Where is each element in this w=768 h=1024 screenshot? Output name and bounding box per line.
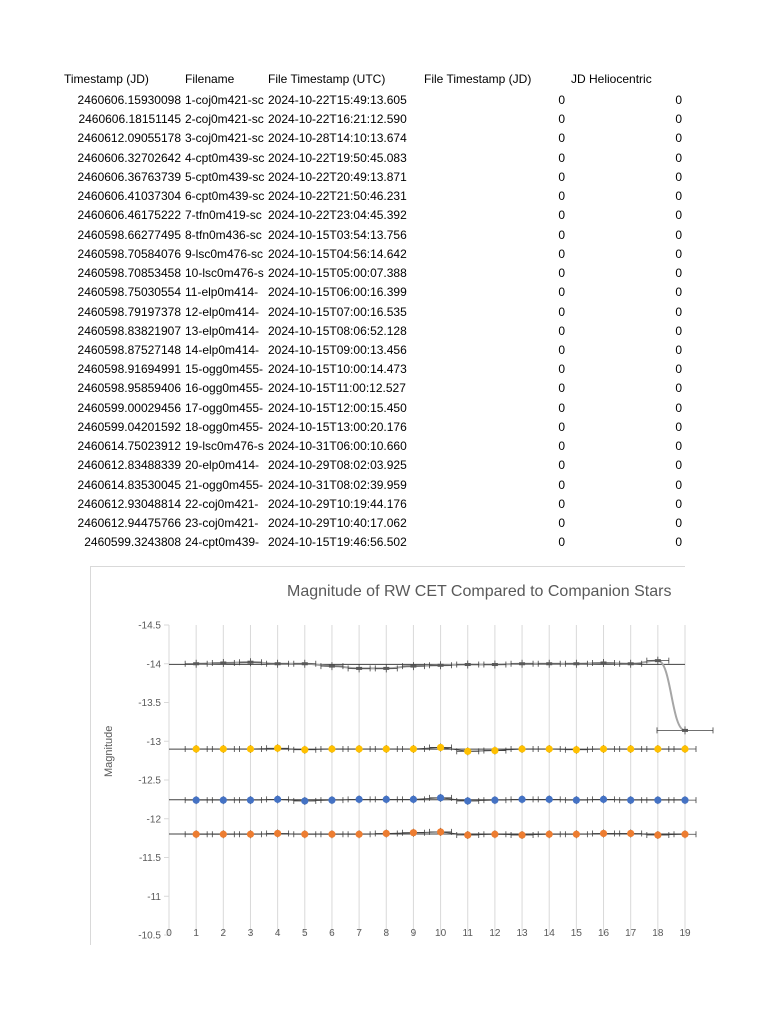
cell-file-timestamp-jd[interactable]: 0 <box>558 150 565 165</box>
cell-timestamp-jd[interactable]: 2460598.66277495 <box>77 227 181 242</box>
cell-jd-heliocentric[interactable]: 0 <box>675 362 682 377</box>
cell-file-timestamp-jd[interactable]: 0 <box>558 112 565 127</box>
data-point <box>329 665 335 668</box>
cell-timestamp-jd[interactable]: 2460606.36763739 <box>77 169 181 184</box>
cell-file-timestamp-utc[interactable]: 2024-10-29T10:19:44.176 <box>268 496 407 511</box>
data-point <box>628 662 634 665</box>
table-row[interactable] <box>0 533 768 552</box>
cell-file-timestamp-jd[interactable]: 0 <box>558 362 565 377</box>
chart-title: Magnitude of RW CET Compared to Companion Stars <box>287 583 672 600</box>
cell-file-timestamp-jd[interactable]: 0 <box>558 227 565 242</box>
x-tick-label: 17 <box>625 928 637 939</box>
cell-timestamp-jd[interactable]: 2460606.15930098 <box>77 93 181 107</box>
cell-jd-heliocentric[interactable]: 0 <box>675 189 682 204</box>
data-point <box>627 830 634 837</box>
data-point <box>546 831 553 838</box>
x-tick-label: 10 <box>435 928 447 939</box>
cell-jd-heliocentric[interactable]: 0 <box>675 93 682 107</box>
data-point <box>601 661 607 664</box>
cell-file-timestamp-utc[interactable]: 2024-10-22T19:50:45.083 <box>268 150 407 165</box>
cell-timestamp-jd[interactable]: 2460612.83488339 <box>77 458 181 473</box>
data-point <box>573 797 580 804</box>
data-point <box>627 745 634 752</box>
cell-file-timestamp-utc[interactable]: 2024-10-15T09:00:13.456 <box>268 342 407 357</box>
cell-timestamp-jd[interactable]: 2460614.75023912 <box>77 439 181 454</box>
cell-jd-heliocentric[interactable]: 0 <box>675 477 682 492</box>
cell-filename[interactable]: 18-ogg0m455- <box>185 419 264 434</box>
cell-timestamp-jd[interactable]: 2460612.09055178 <box>77 131 181 146</box>
table-row[interactable] <box>0 495 768 514</box>
data-point <box>546 796 553 803</box>
table-row[interactable] <box>0 418 768 437</box>
table-row[interactable] <box>0 322 768 341</box>
table-row[interactable] <box>0 399 768 418</box>
x-tick-label: 9 <box>410 928 417 939</box>
cell-timestamp-jd[interactable]: 2460614.83530045 <box>77 477 181 492</box>
cell-file-timestamp-utc[interactable]: 2024-10-15T06:00:16.399 <box>268 285 407 300</box>
cell-file-timestamp-jd[interactable]: 0 <box>558 189 565 204</box>
data-point <box>356 831 363 838</box>
cell-file-timestamp-utc[interactable]: 2024-10-15T10:00:14.473 <box>268 362 407 377</box>
x-tick-label: 3 <box>247 928 254 939</box>
table-row[interactable] <box>0 149 768 168</box>
cell-file-timestamp-utc[interactable]: 2024-10-22T20:49:13.871 <box>268 169 407 184</box>
table-row[interactable] <box>0 476 768 495</box>
table-row[interactable] <box>0 168 768 187</box>
data-point <box>247 661 253 664</box>
data-point <box>383 745 390 752</box>
cell-timestamp-jd[interactable]: 2460599.04201592 <box>77 419 181 434</box>
cell-file-timestamp-jd[interactable]: 0 <box>558 400 565 415</box>
cell-jd-heliocentric[interactable]: 0 <box>675 266 682 281</box>
data-point <box>383 667 389 670</box>
cell-filename[interactable]: 14-elp0m414- <box>185 342 260 357</box>
data-point <box>220 745 227 752</box>
cell-file-timestamp-jd[interactable]: 0 <box>558 496 565 511</box>
cell-file-timestamp-utc[interactable]: 2024-10-15T11:00:12.527 <box>268 381 406 396</box>
cell-filename[interactable]: 4-cpt0m439-sc <box>185 150 265 165</box>
x-tick-label: 13 <box>516 928 528 939</box>
header-file-timestamp-jd[interactable]: File Timestamp (JD) <box>424 72 532 86</box>
y-tick-label: -14 <box>146 659 161 671</box>
table-row[interactable] <box>0 245 768 264</box>
header-jd-heliocentric[interactable]: JD Heliocentric <box>571 72 652 86</box>
y-tick-label: -14.5 <box>138 620 161 632</box>
cell-jd-heliocentric[interactable]: 0 <box>675 323 682 338</box>
data-point <box>546 662 552 665</box>
y-axis-label: Magnitude <box>103 725 115 777</box>
cell-file-timestamp-utc[interactable]: 2024-10-15T04:56:14.642 <box>268 246 407 261</box>
cell-file-timestamp-utc[interactable]: 2024-10-31T08:02:39.959 <box>268 477 407 492</box>
data-point <box>518 831 525 838</box>
cell-filename[interactable]: 20-elp0m414- <box>185 458 260 473</box>
cell-timestamp-jd[interactable]: 2460598.79197378 <box>77 304 181 319</box>
cell-filename[interactable]: 24-cpt0m439- <box>185 535 260 550</box>
data-point <box>654 831 661 838</box>
x-tick-label: 15 <box>570 928 582 939</box>
cell-file-timestamp-jd[interactable]: 0 <box>558 323 565 338</box>
data-point <box>464 748 471 755</box>
table-row[interactable] <box>0 303 768 322</box>
cell-jd-heliocentric[interactable]: 0 <box>675 208 682 223</box>
data-point <box>627 797 634 804</box>
table-row[interactable] <box>0 283 768 302</box>
data-point <box>247 745 254 752</box>
cell-file-timestamp-utc[interactable]: 2024-10-29T08:02:03.925 <box>268 458 407 473</box>
cell-file-timestamp-jd[interactable]: 0 <box>558 246 565 261</box>
data-point <box>573 662 579 665</box>
cell-filename[interactable]: 5-cpt0m439-sc <box>185 169 265 184</box>
y-tick-label: -11.5 <box>138 853 161 864</box>
x-tick-label: 11 <box>462 928 473 939</box>
cell-file-timestamp-utc[interactable]: 2024-10-22T23:04:45.392 <box>268 208 407 223</box>
cell-file-timestamp-jd[interactable]: 0 <box>558 266 565 281</box>
cell-file-timestamp-jd[interactable]: 0 <box>558 477 565 492</box>
cell-file-timestamp-jd[interactable]: 0 <box>558 342 565 357</box>
x-tick-label: 0 <box>166 928 172 939</box>
cell-jd-heliocentric[interactable]: 0 <box>675 150 682 165</box>
data-point <box>410 796 417 803</box>
data-point <box>220 797 227 804</box>
cell-timestamp-jd[interactable]: 2460612.94475766 <box>77 516 181 531</box>
table-row[interactable] <box>0 379 768 398</box>
cell-file-timestamp-utc[interactable]: 2024-10-15T12:00:15.450 <box>268 400 407 415</box>
cell-file-timestamp-utc[interactable]: 2024-10-15T13:00:20.176 <box>268 419 407 434</box>
table-row[interactable] <box>0 514 768 533</box>
data-point <box>328 831 335 838</box>
cell-filename[interactable]: 16-ogg0m455- <box>185 381 264 396</box>
cell-filename[interactable]: 11-elp0m414- <box>185 285 259 300</box>
x-tick-label: 7 <box>356 928 362 939</box>
cell-jd-heliocentric[interactable]: 0 <box>675 131 682 146</box>
cell-timestamp-jd[interactable]: 2460599.3243808 <box>84 535 181 550</box>
cell-jd-heliocentric[interactable]: 0 <box>675 227 682 242</box>
data-point <box>465 663 471 666</box>
x-tick-label: 2 <box>220 928 227 939</box>
data-point <box>464 831 471 838</box>
cell-file-timestamp-utc[interactable]: 2024-10-15T05:00:07.388 <box>268 266 407 281</box>
data-point <box>655 659 661 662</box>
y-tick-label: -12.5 <box>138 775 161 787</box>
cell-jd-heliocentric[interactable]: 0 <box>675 400 682 415</box>
data-point <box>301 746 308 753</box>
data-point <box>681 831 688 838</box>
data-point <box>301 797 308 804</box>
data-point <box>275 662 281 665</box>
cell-file-timestamp-jd[interactable]: 0 <box>558 304 565 319</box>
cell-file-timestamp-utc[interactable]: 2024-10-15T08:06:52.128 <box>268 323 407 338</box>
data-point <box>437 794 444 801</box>
data-point <box>464 797 471 804</box>
data-point <box>274 830 281 837</box>
data-point <box>410 829 417 836</box>
cell-filename[interactable]: 22-coj0m421- <box>185 496 259 511</box>
data-point <box>302 662 308 665</box>
data-point <box>410 665 416 668</box>
x-tick-label: 18 <box>652 928 664 939</box>
y-tick-label: -13 <box>146 736 161 748</box>
data-point <box>518 796 525 803</box>
x-tick-label: 19 <box>679 928 691 939</box>
data-point <box>491 747 498 754</box>
table-row[interactable] <box>0 129 768 148</box>
cell-jd-heliocentric[interactable]: 0 <box>675 169 682 184</box>
x-tick-label: 8 <box>383 928 390 939</box>
cell-timestamp-jd[interactable]: 2460606.41037304 <box>77 189 181 204</box>
header-filename[interactable]: Filename <box>185 72 235 86</box>
data-point <box>383 830 390 837</box>
data-point <box>492 663 498 666</box>
cell-filename[interactable]: 2-coj0m421-sc <box>185 112 264 127</box>
data-point <box>356 745 363 752</box>
data-point <box>247 797 254 804</box>
cell-file-timestamp-utc[interactable]: 2024-10-15T19:46:56.502 <box>268 535 407 550</box>
cell-jd-heliocentric[interactable]: 0 <box>675 246 682 261</box>
cell-timestamp-jd[interactable]: 2460598.70584076 <box>77 246 181 261</box>
table-row[interactable] <box>0 341 768 360</box>
table-row[interactable] <box>0 206 768 225</box>
cell-file-timestamp-jd[interactable]: 0 <box>558 285 565 300</box>
cell-jd-heliocentric[interactable]: 0 <box>675 112 682 127</box>
x-tick-label: 6 <box>329 928 335 939</box>
cell-filename[interactable]: 9-lsc0m476-sc <box>185 246 264 261</box>
data-point <box>681 745 688 752</box>
cell-filename[interactable]: 12-elp0m414- <box>185 304 260 319</box>
cell-filename[interactable]: 8-tfn0m436-sc <box>185 227 262 242</box>
cell-file-timestamp-jd[interactable]: 0 <box>558 535 565 550</box>
y-tick-label: -13.5 <box>138 698 161 709</box>
data-point <box>193 745 200 752</box>
data-point <box>328 797 335 804</box>
data-point <box>438 664 444 667</box>
cell-jd-heliocentric[interactable]: 0 <box>675 516 682 531</box>
cell-file-timestamp-utc[interactable]: 2024-10-28T14:10:13.674 <box>268 131 407 146</box>
x-tick-label: 12 <box>489 928 501 939</box>
cell-file-timestamp-utc[interactable]: 2024-10-15T03:54:13.756 <box>268 227 407 242</box>
cell-jd-heliocentric[interactable]: 0 <box>675 304 682 319</box>
cell-timestamp-jd[interactable]: 2460598.91694991 <box>77 362 181 377</box>
data-point <box>519 662 525 665</box>
cell-timestamp-jd[interactable]: 2460598.95859406 <box>77 381 181 396</box>
data-point <box>654 797 661 804</box>
data-point <box>274 796 281 803</box>
data-point <box>220 831 227 838</box>
data-point <box>383 796 390 803</box>
data-point <box>437 828 444 835</box>
cell-timestamp-jd[interactable]: 2460598.83821907 <box>77 323 181 338</box>
data-point <box>654 745 661 752</box>
cell-file-timestamp-jd[interactable]: 0 <box>558 439 565 454</box>
cell-file-timestamp-jd[interactable]: 0 <box>558 169 565 184</box>
cell-file-timestamp-jd[interactable]: 0 <box>558 208 565 223</box>
cell-file-timestamp-jd[interactable]: 0 <box>558 93 565 107</box>
data-point <box>301 831 308 838</box>
cell-filename[interactable]: 3-coj0m421-sc <box>185 131 264 146</box>
cell-jd-heliocentric[interactable]: 0 <box>675 381 682 396</box>
cell-file-timestamp-jd[interactable]: 0 <box>558 458 565 473</box>
data-point <box>437 744 444 751</box>
table-row[interactable] <box>0 360 768 379</box>
cell-jd-heliocentric[interactable]: 0 <box>675 419 682 434</box>
cell-jd-heliocentric[interactable]: 0 <box>675 496 682 511</box>
cell-jd-heliocentric[interactable]: 0 <box>675 535 682 550</box>
cell-jd-heliocentric[interactable]: 0 <box>675 458 682 473</box>
data-point <box>573 831 580 838</box>
cell-filename[interactable]: 15-ogg0m455- <box>185 362 264 377</box>
data-point <box>546 745 553 752</box>
cell-filename[interactable]: 10-lsc0m476-s <box>185 266 264 281</box>
cell-file-timestamp-jd[interactable]: 0 <box>558 516 565 531</box>
cell-file-timestamp-utc[interactable]: 2024-10-29T10:40:17.062 <box>268 516 407 531</box>
cell-filename[interactable]: 21-ogg0m455- <box>185 477 264 492</box>
cell-filename[interactable]: 1-coj0m421-sc <box>185 93 264 107</box>
x-tick-label: 1 <box>193 928 199 939</box>
cell-timestamp-jd[interactable]: 2460598.87527148 <box>77 342 181 357</box>
data-point <box>681 797 688 804</box>
data-point <box>518 745 525 752</box>
x-tick-label: 5 <box>302 928 308 939</box>
data-point <box>356 667 362 670</box>
cell-timestamp-jd[interactable]: 2460598.70853458 <box>77 266 181 281</box>
data-point <box>328 745 335 752</box>
x-tick-label: 16 <box>597 928 610 939</box>
data-point <box>491 797 498 804</box>
cell-file-timestamp-utc[interactable]: 2024-10-22T15:49:13.605 <box>268 93 407 107</box>
cell-timestamp-jd[interactable]: 2460606.32702642 <box>77 150 181 165</box>
cell-filename[interactable]: 7-tfn0m419-sc <box>185 208 262 223</box>
data-point <box>491 831 498 838</box>
cell-filename[interactable]: 13-elp0m414- <box>185 323 260 338</box>
cell-filename[interactable]: 6-cpt0m439-sc <box>185 189 265 204</box>
cell-timestamp-jd[interactable]: 2460606.18151145 <box>78 112 181 127</box>
data-point <box>193 662 199 665</box>
table-row[interactable] <box>0 187 768 206</box>
chart-plot <box>91 567 691 945</box>
table-row[interactable] <box>0 91 768 110</box>
cell-file-timestamp-utc[interactable]: 2024-10-31T06:00:10.660 <box>268 439 407 454</box>
y-tick-label: -10.5 <box>138 930 161 942</box>
data-point <box>682 729 688 732</box>
cell-timestamp-jd[interactable]: 2460606.46175222 <box>77 208 181 223</box>
header-timestamp-jd[interactable]: Timestamp (JD) <box>64 72 149 86</box>
data-point <box>193 831 200 838</box>
cell-file-timestamp-utc[interactable]: 2024-10-15T07:00:16.535 <box>268 304 407 319</box>
cell-jd-heliocentric[interactable]: 0 <box>675 439 682 454</box>
data-point <box>247 831 254 838</box>
table-row[interactable] <box>0 456 768 475</box>
cell-file-timestamp-utc[interactable]: 2024-10-22T21:50:46.231 <box>268 189 407 204</box>
y-tick-label: -12 <box>146 814 161 826</box>
table-row[interactable] <box>0 226 768 245</box>
cell-filename[interactable]: 17-ogg0m455- <box>185 400 264 415</box>
table-row[interactable] <box>0 110 768 129</box>
data-point <box>600 796 607 803</box>
data-point <box>573 746 580 753</box>
cell-file-timestamp-utc[interactable]: 2024-10-22T16:21:12.590 <box>268 112 407 127</box>
cell-timestamp-jd[interactable]: 2460612.93048814 <box>77 496 181 511</box>
header-file-timestamp-utc[interactable]: File Timestamp (UTC) <box>268 72 386 86</box>
data-point <box>410 745 417 752</box>
cell-jd-heliocentric[interactable]: 0 <box>675 285 682 300</box>
cell-file-timestamp-jd[interactable]: 0 <box>558 131 565 146</box>
x-tick-label: 4 <box>274 928 281 939</box>
cell-timestamp-jd[interactable]: 2460598.75030554 <box>77 285 181 300</box>
table-row[interactable] <box>0 437 768 456</box>
table-row[interactable] <box>0 264 768 283</box>
cell-filename[interactable]: 19-lsc0m476-s <box>185 439 264 454</box>
cell-jd-heliocentric[interactable]: 0 <box>675 342 682 357</box>
data-point <box>600 830 607 837</box>
cell-file-timestamp-jd[interactable]: 0 <box>558 381 565 396</box>
cell-timestamp-jd[interactable]: 2460599.00029456 <box>77 400 181 415</box>
data-point <box>193 797 200 804</box>
cell-filename[interactable]: 23-coj0m421- <box>185 516 259 531</box>
data-point <box>600 745 607 752</box>
data-point <box>274 745 281 752</box>
data-point <box>220 661 226 664</box>
data-point <box>356 796 363 803</box>
magnitude-chart[interactable] <box>90 566 691 945</box>
y-tick-label: -11 <box>147 891 161 903</box>
x-tick-label: 14 <box>543 928 555 939</box>
cell-file-timestamp-jd[interactable]: 0 <box>558 419 565 434</box>
